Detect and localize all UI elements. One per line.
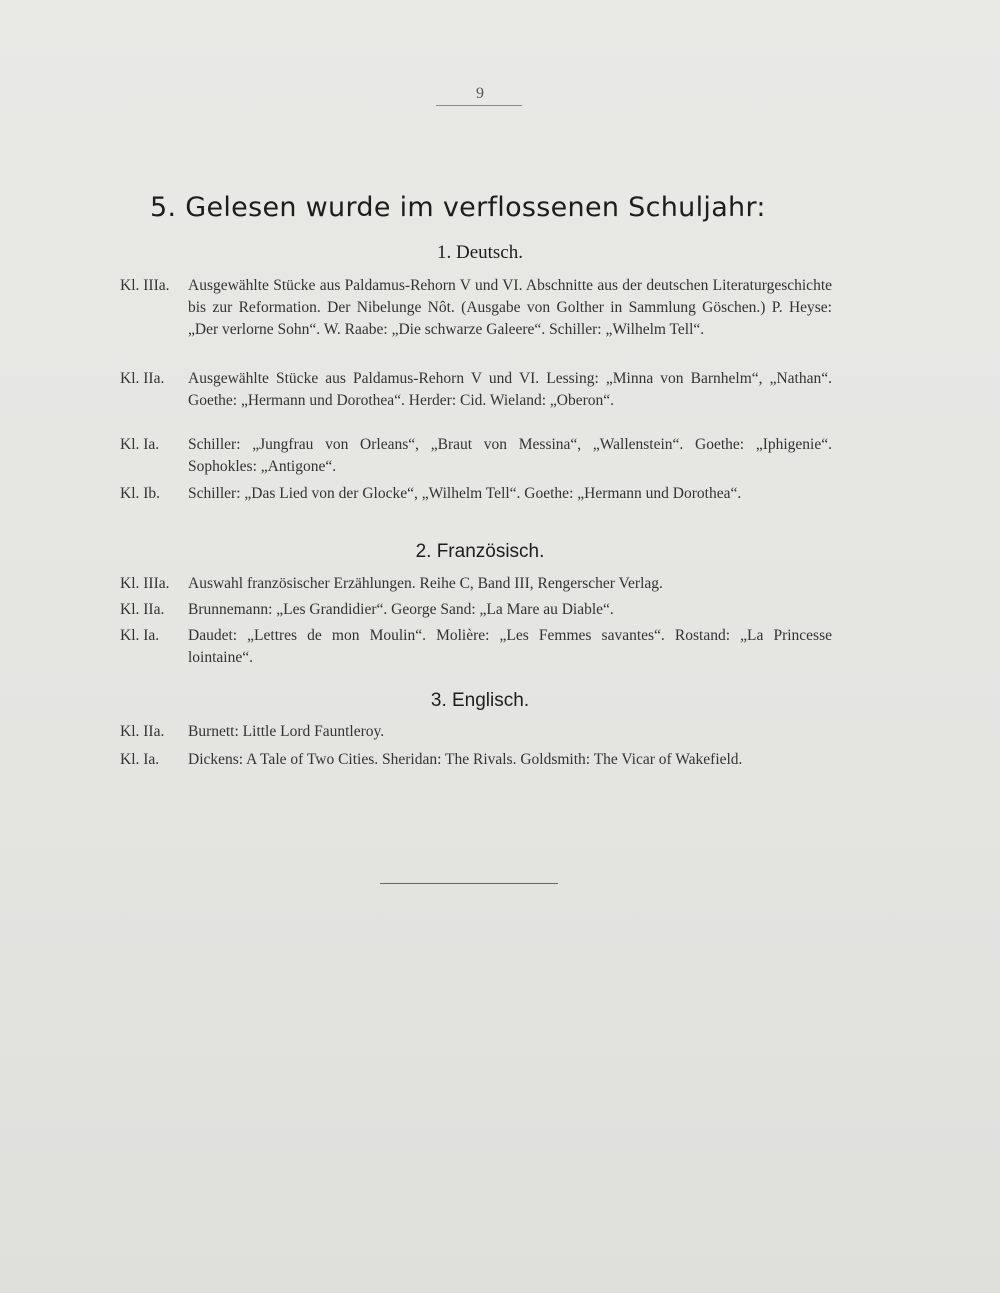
section-title-englisch: 3. Englisch. bbox=[430, 690, 530, 711]
class-label: Kl. IIa. bbox=[120, 601, 165, 618]
list-item bbox=[120, 368, 832, 412]
bottom-divider bbox=[380, 883, 558, 884]
reading-text: Burnett: Little Lord Fauntleroy. bbox=[188, 723, 385, 740]
class-label: Kl. Ia. bbox=[120, 436, 160, 453]
page-number: 9 bbox=[476, 85, 484, 102]
top-divider bbox=[436, 105, 522, 106]
list-item bbox=[120, 573, 832, 595]
list-item bbox=[120, 483, 832, 505]
list-item bbox=[120, 721, 832, 743]
list-item bbox=[120, 749, 832, 771]
reading-text: Dickens: A Tale of Two Cities. Sheridan: The Rivals. Goldsmith: The Vicar of Wakefield. bbox=[188, 751, 743, 768]
page-title: 5. Gelesen wurde im verflossenen Schuljahr: bbox=[150, 192, 766, 223]
list-item bbox=[120, 625, 832, 669]
class-label: Kl. Ib. bbox=[120, 485, 161, 502]
class-label: Kl. Ia. bbox=[120, 751, 160, 768]
section-title-franzoesisch: 2. Französisch. bbox=[415, 541, 545, 562]
section-title-deutsch: 1. Deutsch. bbox=[436, 242, 523, 263]
reading-text: Ausgewählte Stücke aus Paldamus-Rehorn V und VI. Abschnitte aus der deutschen Literaturgeschichte bis zur Reformation. Der Nibelunge Nôt. (Ausgabe von Golther in Sammlung Göschen.) P. Heyse: „Der verlorne Sohn“. W. Raabe: „Die schwarze Galeere“. Schiller: „Wilhelm Tell“. bbox=[188, 277, 832, 338]
list-item bbox=[120, 434, 832, 478]
list-item bbox=[120, 275, 832, 341]
reading-text: Brunnemann: „Les Grandidier“. George Sand: „La Mare au Diable“. bbox=[188, 601, 614, 618]
reading-text: Schiller: „Jungfrau von Orleans“, „Braut von Messina“, „Wallenstein“. Goethe: „Iphigenie“. Sophokles: „Antigone“. bbox=[188, 436, 832, 475]
class-label: Kl. Ia. bbox=[120, 627, 160, 644]
class-label: Kl. IIIa. bbox=[120, 277, 170, 294]
reading-text: Daudet: „Lettres de mon Moulin“. Molière: „Les Femmes savantes“. Rostand: „La Princesse lointaine“. bbox=[188, 627, 832, 666]
reading-text: Auswahl französischer Erzählungen. Reihe C, Band III, Rengerscher Verlag. bbox=[188, 575, 663, 592]
reading-text: Ausgewählte Stücke aus Paldamus-Rehorn V und VI. Lessing: „Minna von Barnhelm“, „Nathan“. Goethe: „Hermann und Dorothea“. Herder: Cid. Wieland: „Oberon“. bbox=[188, 370, 832, 409]
class-label: Kl. IIa. bbox=[120, 370, 165, 387]
reading-text: Schiller: „Das Lied von der Glocke“, „Wilhelm Tell“. Goethe: „Hermann und Dorothea“. bbox=[188, 485, 742, 502]
class-label: Kl. IIIa. bbox=[120, 575, 170, 592]
list-item bbox=[120, 599, 832, 621]
class-label: Kl. IIa. bbox=[120, 723, 165, 740]
